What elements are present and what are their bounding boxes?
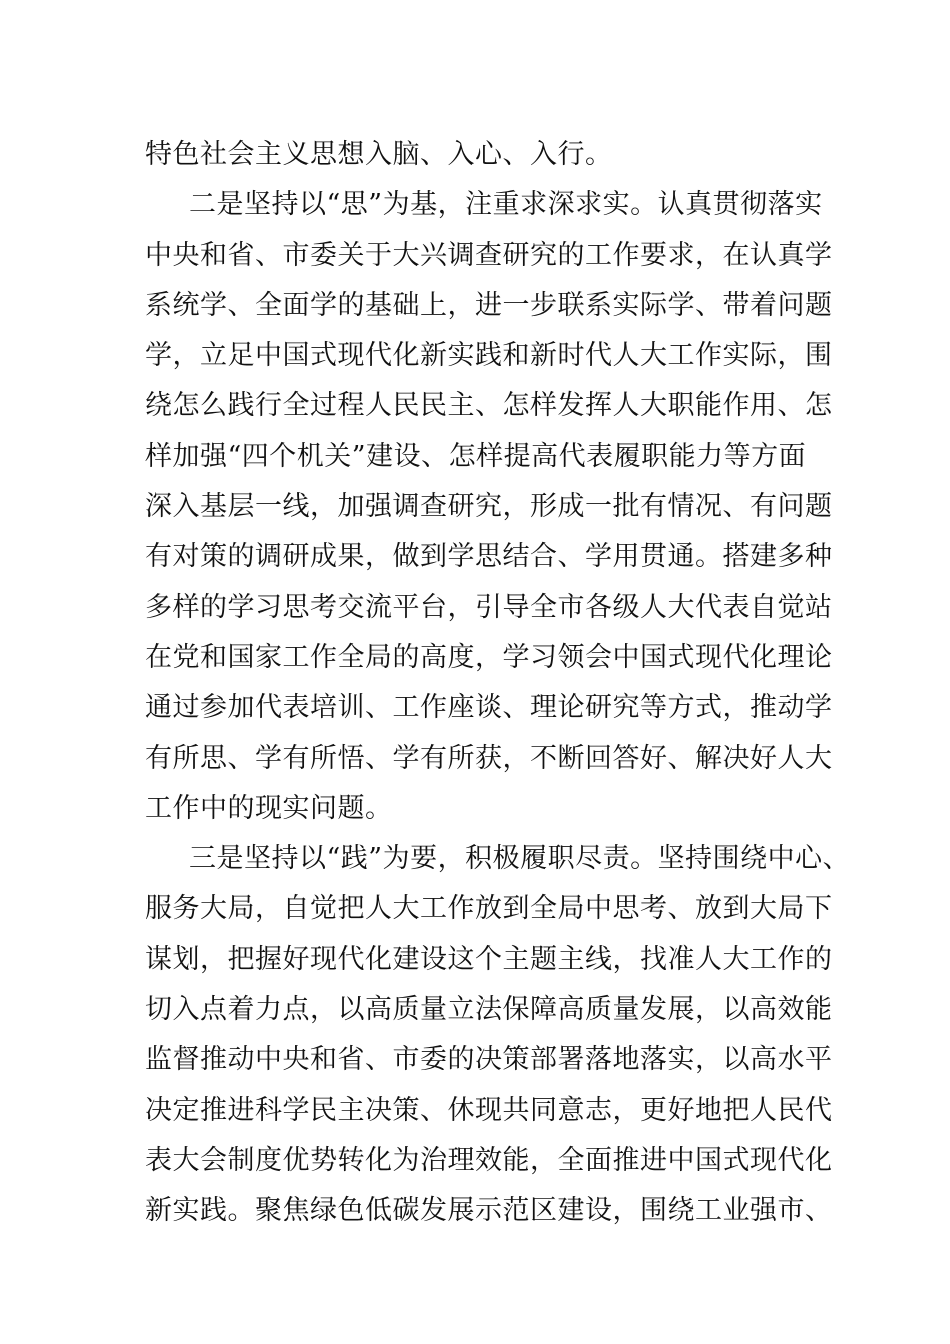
text-line: 特色社会主义思想入脑、入心、入行。 bbox=[145, 139, 613, 170]
text-line: 通过参加代表培训、工作座谈、理论研究等方式，推动学 bbox=[145, 692, 833, 724]
paragraph-start-line: 二是坚持以“思”为基，注重求深求实。认真贯彻落实 bbox=[189, 189, 823, 221]
text-line: 切入点着力点，以高质量立法保障高质量发展，以高效能 bbox=[145, 994, 833, 1026]
text-line: 决定推进科学民主决策、休现共同意志，更好地把人民代 bbox=[145, 1094, 833, 1126]
text-line: 谋划，把握好现代化建设这个主题主线，找准人大工作的 bbox=[145, 943, 833, 975]
text-line: 多样的学习思考交流平台，引导全市各级人大代表自觉站 bbox=[145, 591, 833, 623]
text-line: 服务大局，自觉把人大工作放到全局中思考、放到大局下 bbox=[145, 893, 833, 925]
paragraph-start-line: 三是坚持以“践”为要，积极履职尽责。坚持围绕中心、 bbox=[189, 843, 851, 875]
text-line: 表大会制度优势转化为治理效能，全面推进中国式现代化 bbox=[145, 1144, 833, 1176]
text-line: 学，立足中国式现代化新实践和新时代人大工作实际，围 bbox=[145, 340, 833, 372]
text-line: 有所思、学有所悟、学有所获，不断回答好、解决好人大 bbox=[145, 742, 833, 774]
text-line: 系统学、全面学的基础上，进一步联系实际学、带着问题 bbox=[145, 289, 833, 321]
text-line: 样加强“四个机关”建设、怎样提高代表履职能力等方面 bbox=[145, 440, 807, 472]
text-line: 深入基层一线，加强调查研究，形成一批有情况、有问题 bbox=[145, 491, 833, 523]
body-text bbox=[145, 130, 851, 1237]
text-line: 工作中的现实问题。 bbox=[145, 792, 393, 824]
text-line: 中央和省、市委关于大兴调查研究的工作要求，在认真学 bbox=[145, 239, 833, 271]
text-line: 监督推动中央和省、市委的决策部署落地落实，以高水平 bbox=[145, 1044, 833, 1076]
text-line: 有对策的调研成果，做到学思结合、学用贯通。搭建多种 bbox=[145, 541, 833, 573]
text-line: 在党和国家工作全局的高度，学习领会中国式现代化理论 bbox=[145, 641, 833, 673]
text-line: 新实践。聚焦绿色低碳发展示范区建设，围绕工业强市、 bbox=[145, 1195, 833, 1227]
text-line: 绕怎么践行全过程人民民主、怎样发挥人大职能作用、怎 bbox=[145, 390, 833, 422]
